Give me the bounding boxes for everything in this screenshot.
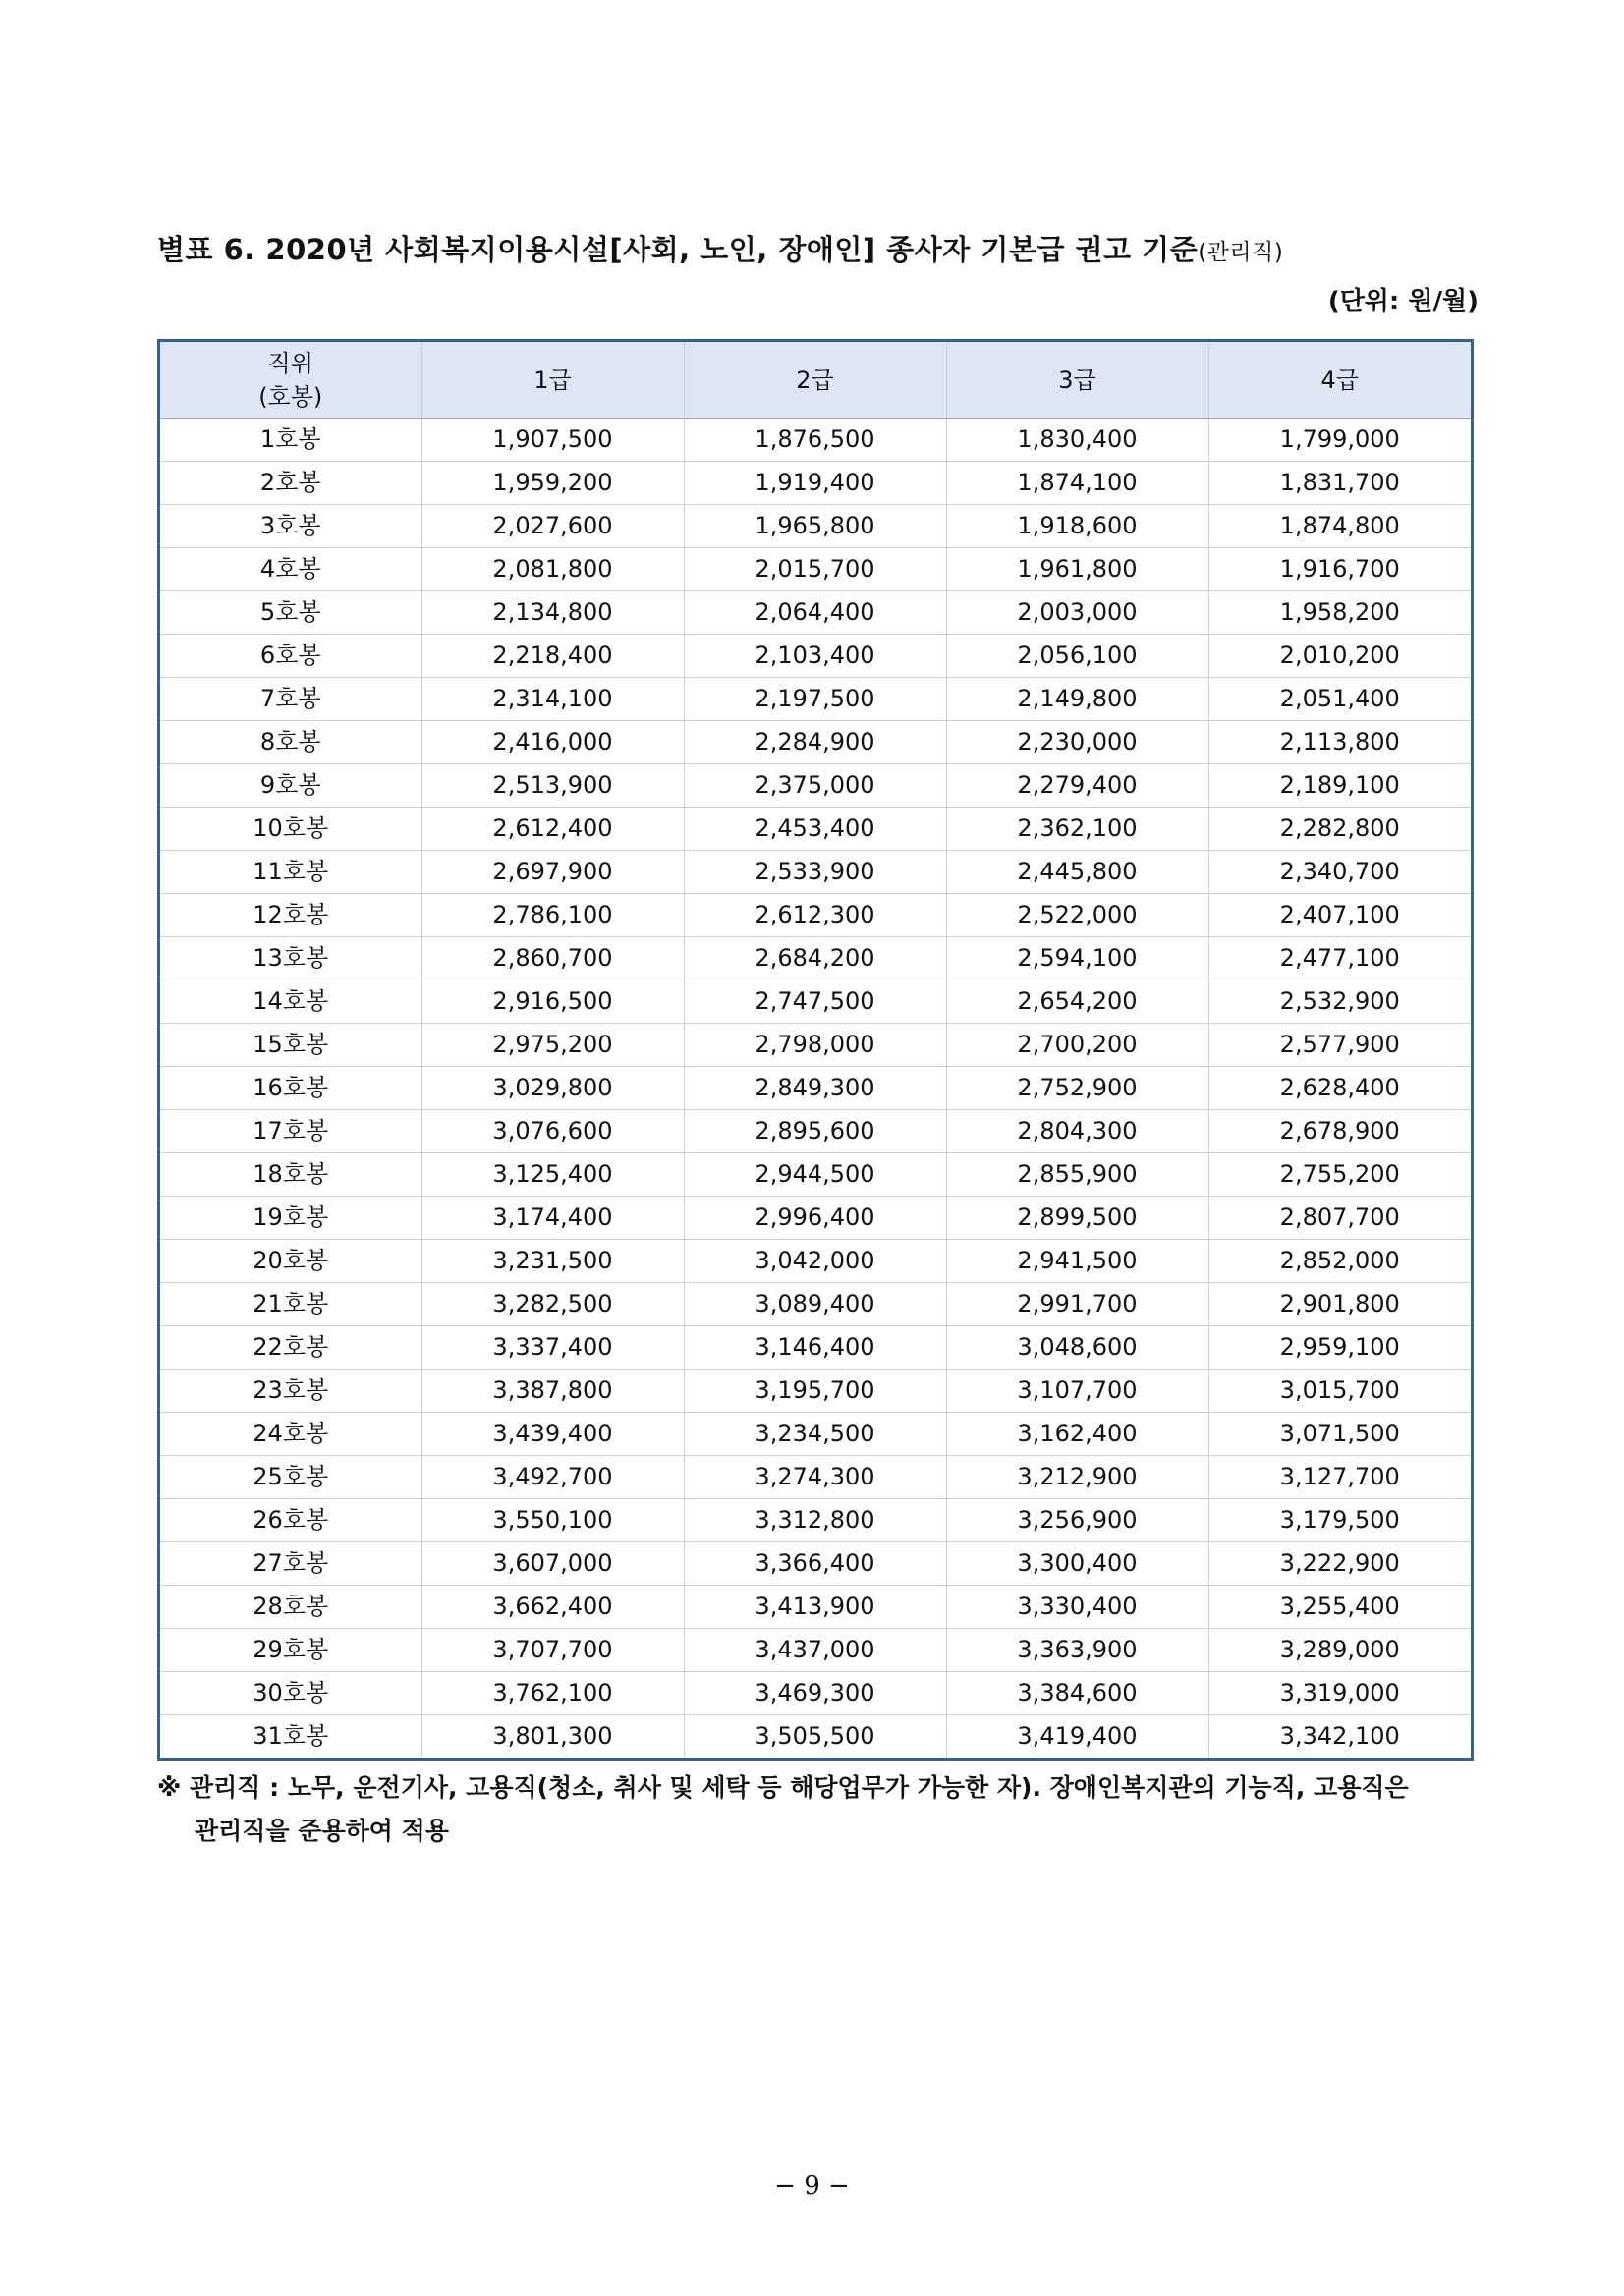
salary-cell: 2,284,900 bbox=[684, 721, 946, 764]
salary-cell: 2,752,900 bbox=[946, 1067, 1208, 1110]
salary-cell: 2,064,400 bbox=[684, 591, 946, 635]
salary-cell: 3,662,400 bbox=[421, 1586, 684, 1629]
salary-cell: 3,707,700 bbox=[421, 1629, 684, 1672]
salary-cell: 2,056,100 bbox=[946, 635, 1208, 678]
salary-cell: 2,654,200 bbox=[946, 980, 1208, 1024]
salary-cell: 1,959,200 bbox=[421, 462, 684, 505]
salary-cell: 3,492,700 bbox=[421, 1456, 684, 1499]
salary-cell: 1,874,800 bbox=[1208, 505, 1471, 548]
salary-cell: 2,218,400 bbox=[421, 635, 684, 678]
salary-cell: 2,628,400 bbox=[1208, 1067, 1471, 1110]
salary-cell: 2,279,400 bbox=[946, 764, 1208, 808]
salary-cell: 3,312,800 bbox=[684, 1499, 946, 1542]
rank-cell: 26호봉 bbox=[160, 1499, 421, 1542]
table-row bbox=[160, 980, 1471, 1024]
salary-cell: 3,222,900 bbox=[1208, 1542, 1471, 1586]
table-row bbox=[160, 1499, 1471, 1542]
rank-cell: 6호봉 bbox=[160, 635, 421, 678]
salary-cell: 1,918,600 bbox=[946, 505, 1208, 548]
table-row bbox=[160, 1715, 1471, 1759]
rank-cell: 16호봉 bbox=[160, 1067, 421, 1110]
salary-cell: 3,469,300 bbox=[684, 1672, 946, 1715]
salary-cell: 1,874,100 bbox=[946, 462, 1208, 505]
salary-cell: 3,071,500 bbox=[1208, 1413, 1471, 1456]
table-row bbox=[160, 591, 1471, 635]
rank-cell: 9호봉 bbox=[160, 764, 421, 808]
rank-cell: 3호봉 bbox=[160, 505, 421, 548]
rank-cell: 27호봉 bbox=[160, 1542, 421, 1586]
salary-cell: 3,300,400 bbox=[946, 1542, 1208, 1586]
rank-cell: 1호봉 bbox=[160, 419, 421, 462]
salary-cell: 2,697,900 bbox=[421, 851, 684, 894]
table-row bbox=[160, 678, 1471, 721]
salary-cell: 2,901,800 bbox=[1208, 1283, 1471, 1326]
salary-cell: 1,919,400 bbox=[684, 462, 946, 505]
unit-label: (단위: 원/월) bbox=[1327, 287, 1479, 316]
salary-cell: 3,127,700 bbox=[1208, 1456, 1471, 1499]
salary-cell: 2,314,100 bbox=[421, 678, 684, 721]
salary-cell: 2,453,400 bbox=[684, 808, 946, 851]
header-grade-1: 1급 bbox=[421, 342, 684, 419]
table-row bbox=[160, 1110, 1471, 1153]
rank-cell: 5호봉 bbox=[160, 591, 421, 635]
salary-cell: 3,419,400 bbox=[946, 1715, 1208, 1759]
salary-cell: 2,113,800 bbox=[1208, 721, 1471, 764]
table-row bbox=[160, 1197, 1471, 1240]
salary-cell: 1,830,400 bbox=[946, 419, 1208, 462]
salary-cell: 2,027,600 bbox=[421, 505, 684, 548]
rank-cell: 24호봉 bbox=[160, 1413, 421, 1456]
header-rank-line2: (호봉) bbox=[258, 382, 323, 411]
footnote bbox=[157, 1766, 1479, 1853]
salary-cell: 3,363,900 bbox=[946, 1629, 1208, 1672]
salary-cell: 3,162,400 bbox=[946, 1413, 1208, 1456]
salary-cell: 2,612,400 bbox=[421, 808, 684, 851]
rank-cell: 10호봉 bbox=[160, 808, 421, 851]
salary-cell: 2,700,200 bbox=[946, 1024, 1208, 1067]
salary-cell: 2,975,200 bbox=[421, 1024, 684, 1067]
rank-cell: 30호봉 bbox=[160, 1672, 421, 1715]
salary-cell: 3,146,400 bbox=[684, 1326, 946, 1370]
salary-cell: 2,849,300 bbox=[684, 1067, 946, 1110]
salary-cell: 3,174,400 bbox=[421, 1197, 684, 1240]
table-row bbox=[160, 505, 1471, 548]
header-rank bbox=[160, 342, 421, 419]
salary-cell: 3,319,000 bbox=[1208, 1672, 1471, 1715]
salary-cell: 2,081,800 bbox=[421, 548, 684, 591]
rank-cell: 22호봉 bbox=[160, 1326, 421, 1370]
table-row bbox=[160, 1456, 1471, 1499]
salary-cell: 2,684,200 bbox=[684, 937, 946, 980]
rank-cell: 19호봉 bbox=[160, 1197, 421, 1240]
rank-cell: 17호봉 bbox=[160, 1110, 421, 1153]
salary-cell: 3,366,400 bbox=[684, 1542, 946, 1586]
salary-table bbox=[160, 342, 1471, 1758]
salary-cell: 2,852,000 bbox=[1208, 1240, 1471, 1283]
table-row bbox=[160, 1413, 1471, 1456]
table-row bbox=[160, 764, 1471, 808]
header-grade-2: 2급 bbox=[684, 342, 946, 419]
salary-cell: 2,916,500 bbox=[421, 980, 684, 1024]
salary-cell: 2,532,900 bbox=[1208, 980, 1471, 1024]
salary-cell: 3,801,300 bbox=[421, 1715, 684, 1759]
salary-cell: 3,337,400 bbox=[421, 1326, 684, 1370]
header-grade-3: 3급 bbox=[946, 342, 1208, 419]
salary-cell: 2,416,000 bbox=[421, 721, 684, 764]
salary-cell: 3,195,700 bbox=[684, 1370, 946, 1413]
table-row bbox=[160, 1283, 1471, 1326]
salary-cell: 2,860,700 bbox=[421, 937, 684, 980]
table-row bbox=[160, 1542, 1471, 1586]
salary-cell: 3,439,400 bbox=[421, 1413, 684, 1456]
header-grade-4: 4급 bbox=[1208, 342, 1471, 419]
salary-cell: 2,149,800 bbox=[946, 678, 1208, 721]
rank-cell: 13호봉 bbox=[160, 937, 421, 980]
salary-cell: 2,991,700 bbox=[946, 1283, 1208, 1326]
footnote-line1: ※ 관리직 : 노무, 운전기사, 고용직(청소, 취사 및 세탁 등 해당업무가 가능한 자). 장애인복지관의 기능직, 고용직은 bbox=[157, 1773, 1409, 1802]
salary-cell: 2,134,800 bbox=[421, 591, 684, 635]
salary-cell: 2,197,500 bbox=[684, 678, 946, 721]
table-row bbox=[160, 1024, 1471, 1067]
salary-cell: 3,029,800 bbox=[421, 1067, 684, 1110]
salary-cell: 3,342,100 bbox=[1208, 1715, 1471, 1759]
salary-cell: 3,289,000 bbox=[1208, 1629, 1471, 1672]
salary-cell: 1,907,500 bbox=[421, 419, 684, 462]
title-main: 별표 6. 2020년 사회복지이용시설[사회, 노인, 장애인] 종사자 기본급 권고 기준 bbox=[157, 233, 1199, 266]
salary-cell: 2,340,700 bbox=[1208, 851, 1471, 894]
salary-cell: 1,916,700 bbox=[1208, 548, 1471, 591]
table-header bbox=[160, 342, 1471, 419]
salary-cell: 2,477,100 bbox=[1208, 937, 1471, 980]
salary-cell: 3,212,900 bbox=[946, 1456, 1208, 1499]
salary-cell: 2,189,100 bbox=[1208, 764, 1471, 808]
salary-cell: 2,362,100 bbox=[946, 808, 1208, 851]
rank-cell: 2호봉 bbox=[160, 462, 421, 505]
salary-cell: 3,387,800 bbox=[421, 1370, 684, 1413]
salary-cell: 2,996,400 bbox=[684, 1197, 946, 1240]
salary-cell: 2,577,900 bbox=[1208, 1024, 1471, 1067]
salary-cell: 2,612,300 bbox=[684, 894, 946, 937]
salary-cell: 2,678,900 bbox=[1208, 1110, 1471, 1153]
salary-cell: 3,125,400 bbox=[421, 1153, 684, 1197]
rank-cell: 29호봉 bbox=[160, 1629, 421, 1672]
salary-cell: 2,944,500 bbox=[684, 1153, 946, 1197]
salary-cell: 3,179,500 bbox=[1208, 1499, 1471, 1542]
salary-cell: 3,274,300 bbox=[684, 1456, 946, 1499]
salary-cell: 2,230,000 bbox=[946, 721, 1208, 764]
salary-cell: 2,533,900 bbox=[684, 851, 946, 894]
table-row bbox=[160, 1240, 1471, 1283]
rank-cell: 21호봉 bbox=[160, 1283, 421, 1326]
salary-cell: 3,231,500 bbox=[421, 1240, 684, 1283]
salary-cell: 3,607,000 bbox=[421, 1542, 684, 1586]
salary-cell: 3,076,600 bbox=[421, 1110, 684, 1153]
table-row bbox=[160, 462, 1471, 505]
rank-cell: 20호봉 bbox=[160, 1240, 421, 1283]
rank-cell: 25호봉 bbox=[160, 1456, 421, 1499]
salary-cell: 3,015,700 bbox=[1208, 1370, 1471, 1413]
salary-cell: 2,895,600 bbox=[684, 1110, 946, 1153]
salary-table-frame bbox=[157, 339, 1474, 1761]
salary-cell: 2,010,200 bbox=[1208, 635, 1471, 678]
rank-cell: 23호봉 bbox=[160, 1370, 421, 1413]
salary-cell: 2,051,400 bbox=[1208, 678, 1471, 721]
salary-cell: 1,876,500 bbox=[684, 419, 946, 462]
rank-cell: 14호봉 bbox=[160, 980, 421, 1024]
salary-cell: 3,234,500 bbox=[684, 1413, 946, 1456]
header-row bbox=[160, 342, 1471, 419]
salary-cell: 1,831,700 bbox=[1208, 462, 1471, 505]
salary-cell: 1,965,800 bbox=[684, 505, 946, 548]
salary-cell: 2,747,500 bbox=[684, 980, 946, 1024]
salary-cell: 2,941,500 bbox=[946, 1240, 1208, 1283]
table-row bbox=[160, 937, 1471, 980]
rank-cell: 31호봉 bbox=[252, 1722, 329, 1750]
salary-cell: 2,445,800 bbox=[946, 851, 1208, 894]
salary-cell: 2,282,800 bbox=[1208, 808, 1471, 851]
salary-cell: 2,807,700 bbox=[1208, 1197, 1471, 1240]
rank-cell: 18호봉 bbox=[160, 1153, 421, 1197]
salary-cell: 2,855,900 bbox=[946, 1153, 1208, 1197]
salary-cell: 3,330,400 bbox=[946, 1586, 1208, 1629]
table-row bbox=[160, 851, 1471, 894]
salary-cell: 2,003,000 bbox=[946, 591, 1208, 635]
salary-cell: 2,513,900 bbox=[421, 764, 684, 808]
page-title bbox=[157, 228, 1283, 268]
table-row bbox=[160, 808, 1471, 851]
table-row bbox=[160, 894, 1471, 937]
rank-cell: 12호봉 bbox=[160, 894, 421, 937]
salary-cell: 2,755,200 bbox=[1208, 1153, 1471, 1197]
salary-cell: 3,384,600 bbox=[946, 1672, 1208, 1715]
salary-cell: 1,961,800 bbox=[946, 548, 1208, 591]
rank-cell: 4호봉 bbox=[160, 548, 421, 591]
table-row bbox=[160, 1370, 1471, 1413]
salary-cell: 2,103,400 bbox=[684, 635, 946, 678]
table-row bbox=[160, 1586, 1471, 1629]
table-row bbox=[160, 1326, 1471, 1370]
salary-cell: 2,015,700 bbox=[684, 548, 946, 591]
salary-cell: 2,594,100 bbox=[946, 937, 1208, 980]
salary-cell: 2,375,000 bbox=[684, 764, 946, 808]
salary-cell: 3,256,900 bbox=[946, 1499, 1208, 1542]
table-row bbox=[160, 1153, 1471, 1197]
salary-cell: 3,048,600 bbox=[946, 1326, 1208, 1370]
title-suffix: (관리직) bbox=[1198, 240, 1284, 265]
rank-cell: 7호봉 bbox=[160, 678, 421, 721]
salary-cell: 3,437,000 bbox=[684, 1629, 946, 1672]
table-row bbox=[160, 721, 1471, 764]
salary-cell: 3,282,500 bbox=[421, 1283, 684, 1326]
salary-cell: 3,042,000 bbox=[684, 1240, 946, 1283]
salary-cell: 1,799,000 bbox=[1208, 419, 1471, 462]
table-row bbox=[160, 1672, 1471, 1715]
rank-cell: 11호봉 bbox=[160, 851, 421, 894]
salary-cell: 3,505,500 bbox=[684, 1715, 946, 1759]
salary-cell: 2,899,500 bbox=[946, 1197, 1208, 1240]
salary-cell: 3,550,100 bbox=[421, 1499, 684, 1542]
header-rank-line1: 직위 bbox=[267, 349, 313, 377]
salary-cell: 2,407,100 bbox=[1208, 894, 1471, 937]
table-row bbox=[160, 548, 1471, 591]
table-row bbox=[160, 1629, 1471, 1672]
salary-cell: 1,958,200 bbox=[1208, 591, 1471, 635]
table-row bbox=[160, 419, 1471, 462]
salary-cell: 2,798,000 bbox=[684, 1024, 946, 1067]
salary-cell: 2,804,300 bbox=[946, 1110, 1208, 1153]
table-row bbox=[160, 635, 1471, 678]
rank-cell: 8호봉 bbox=[160, 721, 421, 764]
table-row bbox=[160, 1067, 1471, 1110]
salary-cell: 2,786,100 bbox=[421, 894, 684, 937]
rank-cell: 28호봉 bbox=[160, 1586, 421, 1629]
rank-cell: 15호봉 bbox=[160, 1024, 421, 1067]
salary-cell: 3,107,700 bbox=[946, 1370, 1208, 1413]
salary-cell: 3,762,100 bbox=[421, 1672, 684, 1715]
salary-cell: 3,413,900 bbox=[684, 1586, 946, 1629]
salary-cell: 3,255,400 bbox=[1208, 1586, 1471, 1629]
salary-cell: 2,522,000 bbox=[946, 894, 1208, 937]
footnote-line2: 관리직을 준용하여 적용 bbox=[195, 1817, 449, 1845]
salary-cell: 3,089,400 bbox=[684, 1283, 946, 1326]
salary-cell: 2,959,100 bbox=[1208, 1326, 1471, 1370]
page-number: − 9 − bbox=[774, 2171, 850, 2201]
table-body bbox=[160, 419, 1471, 1759]
